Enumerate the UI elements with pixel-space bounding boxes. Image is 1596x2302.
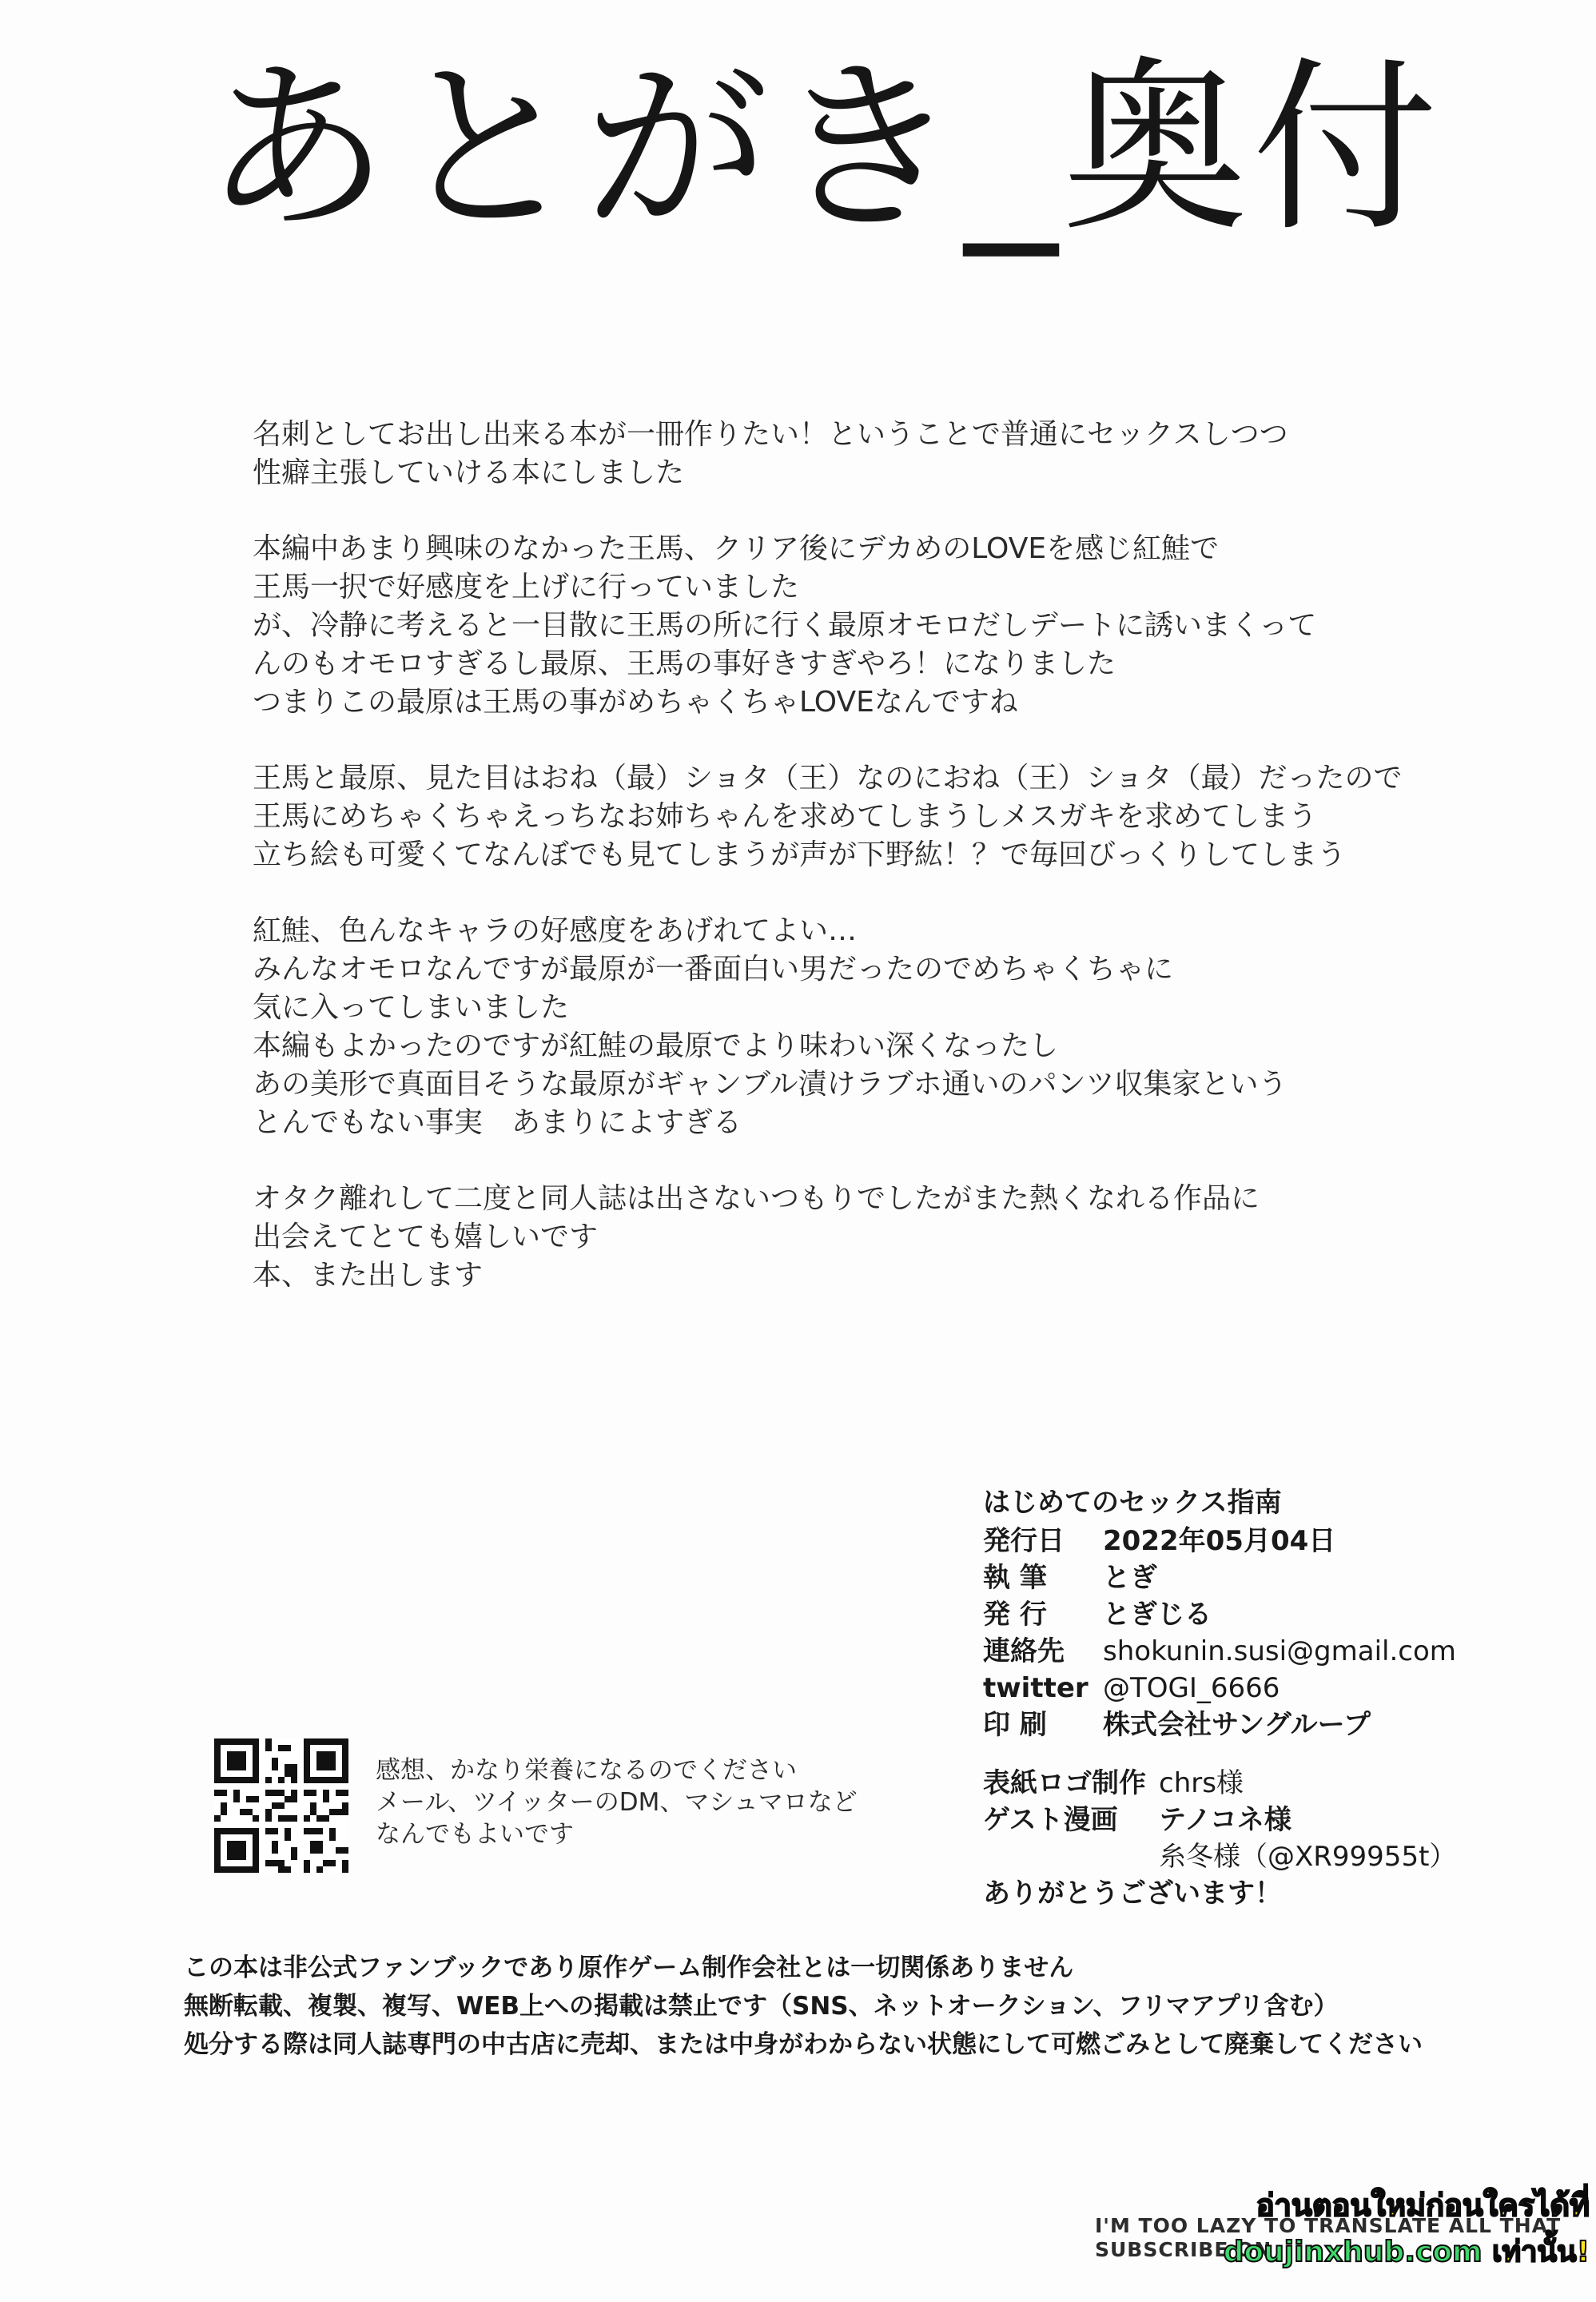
colophon-value: とぎ (1103, 1562, 1157, 1594)
afterword-paragraph (253, 759, 1499, 874)
afterword-line: つまりこの最原は王馬の事がめちゃくちゃLOVEなんですね (253, 686, 1018, 719)
afterword-line: んのもオモロすぎるし最原、王馬の事好きすぎやろ！になりました (253, 647, 1116, 680)
colophon-row-printer (983, 1707, 1574, 1743)
credit-label: 表紙ロゴ制作 (983, 1767, 1146, 1799)
notice-line: 無断転載、複製、複写、WEB上への掲載は禁止です（SNS、ネットオークション、フリマアプリ含む） (184, 1992, 1339, 2021)
afterword-paragraph (253, 530, 1499, 722)
afterword-line: 王馬一択で好感度を上げに行っていました (253, 571, 800, 603)
twitter-handle: @TOGI_6666 (1103, 1672, 1280, 1704)
qr-code-graphic (214, 1738, 348, 1873)
afterword-paragraph (253, 1180, 1499, 1295)
credit-value: 糸冬様（@XR99955t） (1159, 1841, 1457, 1873)
colophon-value: とぎじる (1103, 1599, 1212, 1631)
afterword-line: 本編中あまり興味のなかった王馬、クリア後にデカめのLOVEを感じ紅鮭で (253, 532, 1220, 565)
page-title: あとがき_奥付 (204, 41, 1443, 257)
credit-label: ゲスト漫画 (983, 1804, 1118, 1836)
credit-row-logo (983, 1765, 1574, 1802)
colophon-row-author (983, 1559, 1574, 1596)
afterword-line: 名刺としてお出し出来る本が一冊作りたい！ということで普通にセックスしつつ (253, 418, 1288, 451)
site-watermark[interactable] (1223, 2181, 1596, 2302)
thanks-line: ありがとうございます！ (983, 1878, 1282, 1910)
watermark-link[interactable] (1224, 2228, 1590, 2274)
afterword-line: 性癖主張していける本にしました (253, 456, 685, 489)
qr-code[interactable] (214, 1738, 348, 1873)
feedback-line: なんでもよいです (376, 1820, 574, 1849)
colophon-label: 連絡先 (983, 1635, 1065, 1667)
legal-notice (184, 1949, 1502, 2064)
credit-row-guest-2 (983, 1838, 1574, 1875)
watermark-tail: เท่านั้น! (1482, 2236, 1590, 2268)
notice-line: この本は非公式ファンブックであり原作ゲーム制作会社とは一切関係ありません (184, 1954, 1074, 1982)
afterword-line: 立ち絵も可愛くてなんぼでも見てしまうが声が下野紘！？で毎回びっくりしてしまう (253, 838, 1347, 871)
afterword-line: 王馬と最原、見た目はおね（最）ショタ（王）なのにおね（王）ショタ（最）だったので (253, 762, 1403, 795)
afterword-line: 本、また出します (253, 1259, 484, 1292)
colophon-value: 2022年05月04日 (1103, 1525, 1336, 1557)
afterword-paragraph (253, 416, 1499, 492)
contact-email: shokunin.susi@gmail.com (1103, 1635, 1456, 1667)
colophon-label: 発 行 (983, 1599, 1047, 1631)
colophon-row-date (983, 1523, 1574, 1559)
afterword-line: 紅鮭、色んなキャラの好感度をあげれてよい… (253, 914, 858, 947)
colophon-label: 執 筆 (983, 1562, 1047, 1594)
afterword-line: が、冷静に考えると一目散に王馬の所に行く最原オモロだしデートに誘いまくって (253, 609, 1317, 642)
watermark-tagline: อ่านตอนใหม่ก่อนใครได้ที่ (1256, 2188, 1590, 2223)
watermark-url[interactable]: doujinxhub.com (1223, 2236, 1483, 2268)
afterword-line: 気に入ってしまいました (253, 991, 570, 1024)
feedback-request (376, 1754, 858, 1850)
book-title: はじめてのセックス指南 (983, 1487, 1282, 1519)
afterword-body (253, 416, 1499, 1332)
colophon-row-contact (983, 1633, 1574, 1670)
feedback-line: メール、ツイッターのDM、マシュマロなど (376, 1788, 858, 1817)
afterword-line: 王馬にめちゃくちゃえっちなお姉ちゃんを求めてしまうしメスガキを求めてしまう (253, 800, 1318, 833)
colophon-row-publisher (983, 1596, 1574, 1633)
colophon-value: 株式会社サングループ (1103, 1709, 1371, 1741)
credit-row-guest (983, 1802, 1574, 1838)
colophon-row-twitter (983, 1670, 1574, 1707)
credits (983, 1765, 1574, 1912)
feedback-line: 感想、かなり栄養になるのでください (376, 1756, 797, 1785)
afterword-line: あの美形で真面目そうな最原がギャンブル漬けラブホ通いのパンツ収集家という (253, 1068, 1288, 1101)
colophon-label: 印 刷 (983, 1709, 1047, 1741)
credit-value: chrs様 (1159, 1767, 1244, 1799)
afterword-line: とんでもない事実 あまりによすぎる (253, 1106, 742, 1139)
scanlator-line: SUBSCRIBE ON (1095, 2238, 1272, 2261)
afterword-line: 出会えてとても嬉しいです (253, 1221, 599, 1253)
afterword-paragraph (253, 912, 1499, 1142)
notice-line: 処分する際は同人誌専門の中古店に売却、または中身がわからない状態にして可燃ごみとして廃棄してください (184, 2030, 1423, 2059)
colophon (983, 1483, 1574, 1743)
colophon-label: twitter (983, 1672, 1089, 1704)
afterword-line: みんなオモロなんですが最原が一番面白い男だったのでめちゃくちゃに (253, 953, 1174, 986)
colophon-label: 発行日 (983, 1525, 1065, 1557)
credit-value: テノコネ様 (1159, 1804, 1292, 1836)
scanlator-line: I'M TOO LAZY TO TRANSLATE ALL THAT (1095, 2214, 1562, 2237)
afterword-line: 本編もよかったのですが紅鮭の最原でより味わい深くなったし (253, 1030, 1059, 1062)
afterword-line: オタク離れして二度と同人誌は出さないつもりでしたがまた熱くなれる作品に (253, 1182, 1260, 1215)
